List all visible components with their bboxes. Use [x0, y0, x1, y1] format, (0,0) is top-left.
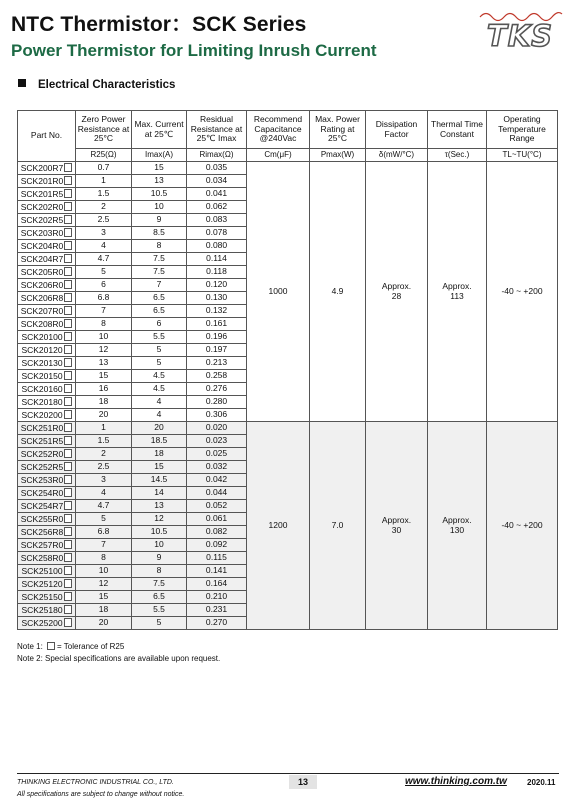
table-cell: 1	[76, 422, 132, 435]
table-cell: 5.5	[132, 331, 187, 344]
table-cell: 15	[76, 370, 132, 383]
tolerance-box-icon	[64, 215, 72, 224]
table-cell: 7.5	[132, 253, 187, 266]
tolerance-box-icon	[64, 176, 72, 185]
table-cell: 3	[76, 227, 132, 240]
table-cell: 1.5	[76, 188, 132, 201]
part-number-cell: SCK204R7	[18, 253, 76, 266]
group-temp-range-cell: -40 ~ +200	[487, 162, 558, 422]
table-cell: 5	[132, 617, 187, 630]
table-cell: 0.025	[187, 448, 247, 461]
table-cell: 18	[76, 604, 132, 617]
tolerance-box-icon	[64, 540, 72, 549]
table-cell: 0.078	[187, 227, 247, 240]
tolerance-box-icon	[64, 579, 72, 588]
part-number-cell: SCK204R0	[18, 240, 76, 253]
column-unit: δ(mW/°C)	[366, 149, 428, 162]
tolerance-box-icon	[64, 410, 72, 419]
table-cell: 20	[76, 617, 132, 630]
table-cell: 0.213	[187, 357, 247, 370]
tolerance-box-icon	[64, 371, 72, 380]
part-number-cell: SCK206R8	[18, 292, 76, 305]
part-number-cell: SCK257R0	[18, 539, 76, 552]
table-cell: 10	[132, 201, 187, 214]
part-number-cell: SCK20150	[18, 370, 76, 383]
group-power-cell: 7.0	[310, 422, 366, 630]
column-header: Max. Power Rating at 25°C	[310, 111, 366, 149]
tolerance-box-icon	[64, 267, 72, 276]
table-cell: 12	[76, 578, 132, 591]
table-cell: 0.161	[187, 318, 247, 331]
table-cell: 0.258	[187, 370, 247, 383]
part-number-cell: SCK25200	[18, 617, 76, 630]
table-row	[18, 162, 558, 175]
table-cell: 9	[132, 552, 187, 565]
table-cell: 0.034	[187, 175, 247, 188]
table-cell: 0.044	[187, 487, 247, 500]
note-2: Note 2: Special specifications are available upon request.	[17, 654, 221, 663]
group-dissipation-cell: Approx. 28	[366, 162, 428, 422]
table-cell: 12	[76, 344, 132, 357]
part-number-cell: SCK202R5	[18, 214, 76, 227]
revision-date: 2020.11	[527, 778, 556, 787]
tolerance-box-icon	[64, 280, 72, 289]
table-cell: 5	[76, 266, 132, 279]
table-cell: 0.052	[187, 500, 247, 513]
table-cell: 13	[132, 500, 187, 513]
table-cell: 6.8	[76, 526, 132, 539]
tolerance-box-icon	[64, 436, 72, 445]
part-number-cell: SCK254R7	[18, 500, 76, 513]
table-cell: 0.114	[187, 253, 247, 266]
table-cell: 8	[76, 552, 132, 565]
table-cell: 6.5	[132, 292, 187, 305]
table-row	[18, 422, 558, 435]
page-subtitle: Power Thermistor for Limiting Inrush Current	[11, 41, 377, 60]
table-cell: 0.092	[187, 539, 247, 552]
tolerance-box-icon	[64, 488, 72, 497]
table-cell: 2	[76, 201, 132, 214]
table-cell: 0.080	[187, 240, 247, 253]
table-cell: 10.5	[132, 188, 187, 201]
part-number-cell: SCK203R0	[18, 227, 76, 240]
table-cell: 6.5	[132, 305, 187, 318]
column-header: Part No.	[18, 111, 76, 162]
tolerance-box-icon	[64, 618, 72, 627]
column-header: Thermal Time Constant	[428, 111, 487, 149]
group-dissipation-cell: Approx. 30	[366, 422, 428, 630]
table-cell: 18	[132, 448, 187, 461]
column-header: Zero Power Resistance at 25°C	[76, 111, 132, 149]
part-number-cell: SCK251R0	[18, 422, 76, 435]
part-number-cell: SCK20200	[18, 409, 76, 422]
table-cell: 14	[132, 487, 187, 500]
section-heading	[18, 79, 175, 91]
part-number-cell: SCK251R5	[18, 435, 76, 448]
column-header: Dissipation Factor	[366, 111, 428, 149]
table-cell: 8.5	[132, 227, 187, 240]
table-cell: 0.196	[187, 331, 247, 344]
column-unit: τ(Sec.)	[428, 149, 487, 162]
part-number-cell: SCK255R0	[18, 513, 76, 526]
tolerance-box-icon	[64, 514, 72, 523]
part-number-cell: SCK25180	[18, 604, 76, 617]
table-cell: 2.5	[76, 461, 132, 474]
table-cell: 0.231	[187, 604, 247, 617]
table-cell: 6	[76, 279, 132, 292]
table-cell: 0.164	[187, 578, 247, 591]
table-cell: 0.210	[187, 591, 247, 604]
table-cell: 0.061	[187, 513, 247, 526]
tolerance-box-icon	[64, 553, 72, 562]
table-cell: 7.5	[132, 266, 187, 279]
table-cell: 14.5	[132, 474, 187, 487]
table-cell: 0.130	[187, 292, 247, 305]
table-cell: 0.042	[187, 474, 247, 487]
table-cell: 20	[76, 409, 132, 422]
table-cell: 0.197	[187, 344, 247, 357]
tolerance-box-icon	[64, 345, 72, 354]
tolerance-box-icon	[64, 423, 72, 432]
tolerance-box-icon	[64, 228, 72, 237]
table-cell: 4	[76, 240, 132, 253]
notes	[17, 641, 220, 665]
table-cell: 0.118	[187, 266, 247, 279]
table-cell: 6.8	[76, 292, 132, 305]
table-cell: 15	[132, 461, 187, 474]
column-unit: R25(Ω)	[76, 149, 132, 162]
part-number-cell: SCK256R8	[18, 526, 76, 539]
table-cell: 20	[132, 422, 187, 435]
table-cell: 0.132	[187, 305, 247, 318]
note-1: Note 1: = Tolerance of R25	[17, 642, 125, 651]
table-cell: 10	[76, 331, 132, 344]
table-cell: 15	[132, 162, 187, 175]
part-number-cell: SCK207R0	[18, 305, 76, 318]
table-cell: 0.082	[187, 526, 247, 539]
table-cell: 0.270	[187, 617, 247, 630]
table-cell: 4	[76, 487, 132, 500]
group-power-cell: 4.9	[310, 162, 366, 422]
tolerance-box-icon	[64, 189, 72, 198]
part-number-cell: SCK202R0	[18, 201, 76, 214]
table-cell: 16	[76, 383, 132, 396]
table-cell: 2.5	[76, 214, 132, 227]
page-number: 13	[289, 775, 317, 789]
table-cell: 13	[132, 175, 187, 188]
part-number-cell: SCK252R0	[18, 448, 76, 461]
part-number-cell: SCK252R5	[18, 461, 76, 474]
part-number-cell: SCK20100	[18, 331, 76, 344]
footer-disclaimer: All specifications are subject to change without notice.	[17, 791, 185, 798]
table-cell: 1	[76, 175, 132, 188]
table-cell: 1.5	[76, 435, 132, 448]
table-cell: 0.041	[187, 188, 247, 201]
table-cell: 3	[76, 474, 132, 487]
group-time-constant-cell: Approx. 130	[428, 422, 487, 630]
table-cell: 4.5	[132, 383, 187, 396]
part-number-cell: SCK200R7	[18, 162, 76, 175]
table-cell: 8	[76, 318, 132, 331]
table-cell: 0.083	[187, 214, 247, 227]
part-number-cell: SCK258R0	[18, 552, 76, 565]
column-unit: Rimax(Ω)	[187, 149, 247, 162]
section-heading-text: Electrical Characteristics	[38, 79, 176, 91]
part-number-cell: SCK20130	[18, 357, 76, 370]
svg-text:TKS: TKS	[486, 19, 554, 52]
tolerance-box-icon	[64, 605, 72, 614]
table-cell: 9	[132, 214, 187, 227]
tolerance-box-icon	[64, 384, 72, 393]
column-unit: Cm(μF)	[247, 149, 310, 162]
tolerance-box-icon	[64, 319, 72, 328]
table-cell: 18.5	[132, 435, 187, 448]
table-cell: 0.115	[187, 552, 247, 565]
table-cell: 6.5	[132, 591, 187, 604]
part-number-cell: SCK208R0	[18, 318, 76, 331]
column-header: Max. Current at 25℃	[132, 111, 187, 149]
table-cell: 0.023	[187, 435, 247, 448]
tolerance-box-icon	[64, 449, 72, 458]
group-capacitance-cell: 1200	[247, 422, 310, 630]
group-time-constant-cell: Approx. 113	[428, 162, 487, 422]
table-cell: 0.020	[187, 422, 247, 435]
table-cell: 18	[76, 396, 132, 409]
table-cell: 5	[76, 513, 132, 526]
table-cell: 10	[76, 565, 132, 578]
table-cell: 8	[132, 565, 187, 578]
column-unit: Pmax(W)	[310, 149, 366, 162]
tolerance-box-icon	[64, 202, 72, 211]
part-number-cell: SCK20160	[18, 383, 76, 396]
tolerance-box-icon	[64, 293, 72, 302]
part-number-cell: SCK20180	[18, 396, 76, 409]
electrical-characteristics-table	[17, 110, 558, 630]
table-cell: 6	[132, 318, 187, 331]
table-cell: 5.5	[132, 604, 187, 617]
table-cell: 10.5	[132, 526, 187, 539]
table-cell: 7	[76, 539, 132, 552]
table-cell: 2	[76, 448, 132, 461]
website-link[interactable]: www.thinking.com.tw	[405, 776, 507, 787]
group-capacitance-cell: 1000	[247, 162, 310, 422]
table-cell: 0.306	[187, 409, 247, 422]
part-number-cell: SCK253R0	[18, 474, 76, 487]
table-cell: 7	[76, 305, 132, 318]
table-cell: 4.7	[76, 253, 132, 266]
table-cell: 10	[132, 539, 187, 552]
bullet-square-icon	[18, 79, 26, 87]
column-header: Operating Temperature Range	[487, 111, 558, 149]
tolerance-box-icon	[64, 475, 72, 484]
part-number-cell: SCK201R5	[18, 188, 76, 201]
group-temp-range-cell: -40 ~ +200	[487, 422, 558, 630]
part-number-cell: SCK205R0	[18, 266, 76, 279]
footer-divider	[17, 773, 559, 774]
table-cell: 5	[132, 357, 187, 370]
table-cell: 4.5	[132, 370, 187, 383]
column-unit: Imax(A)	[132, 149, 187, 162]
table-cell: 7.5	[132, 578, 187, 591]
table-cell: 0.141	[187, 565, 247, 578]
table-cell: 15	[76, 591, 132, 604]
footer-company-info	[17, 777, 184, 801]
part-number-cell: SCK206R0	[18, 279, 76, 292]
table-cell: 12	[132, 513, 187, 526]
part-number-cell: SCK25120	[18, 578, 76, 591]
part-number-cell: SCK201R0	[18, 175, 76, 188]
table-cell: 0.062	[187, 201, 247, 214]
column-unit: TL~TU(°C)	[487, 149, 558, 162]
tolerance-box-icon	[64, 163, 72, 172]
tolerance-box-icon	[64, 241, 72, 250]
table-cell: 0.7	[76, 162, 132, 175]
part-number-cell: SCK254R0	[18, 487, 76, 500]
table-cell: 0.276	[187, 383, 247, 396]
tolerance-box-icon	[64, 332, 72, 341]
tolerance-box-icon	[47, 642, 55, 650]
company-logo	[474, 8, 566, 52]
part-number-cell: SCK20120	[18, 344, 76, 357]
table-cell: 4	[132, 409, 187, 422]
tolerance-box-icon	[64, 462, 72, 471]
table-cell: 5	[132, 344, 187, 357]
table-cell: 7	[132, 279, 187, 292]
table-cell: 13	[76, 357, 132, 370]
tolerance-box-icon	[64, 501, 72, 510]
tolerance-box-icon	[64, 397, 72, 406]
part-number-cell: SCK25100	[18, 565, 76, 578]
tolerance-box-icon	[64, 306, 72, 315]
tolerance-box-icon	[64, 566, 72, 575]
table-cell: 0.280	[187, 396, 247, 409]
table-cell: 0.035	[187, 162, 247, 175]
table-cell: 0.120	[187, 279, 247, 292]
footer-company: THINKING ELECTRONIC INDUSTRIAL CO., LTD.	[17, 779, 174, 786]
table-cell: 0.032	[187, 461, 247, 474]
tolerance-box-icon	[64, 527, 72, 536]
tolerance-box-icon	[64, 358, 72, 367]
table-cell: 8	[132, 240, 187, 253]
table-cell: 4	[132, 396, 187, 409]
table-cell: 4.7	[76, 500, 132, 513]
column-header: Recommend Capacitance @240Vac	[247, 111, 310, 149]
page-title: NTC Thermistor：SCK Series	[11, 13, 307, 36]
part-number-cell: SCK25150	[18, 591, 76, 604]
column-header: Residual Resistance at 25℃ Imax	[187, 111, 247, 149]
tolerance-box-icon	[64, 254, 72, 263]
tolerance-box-icon	[64, 592, 72, 601]
